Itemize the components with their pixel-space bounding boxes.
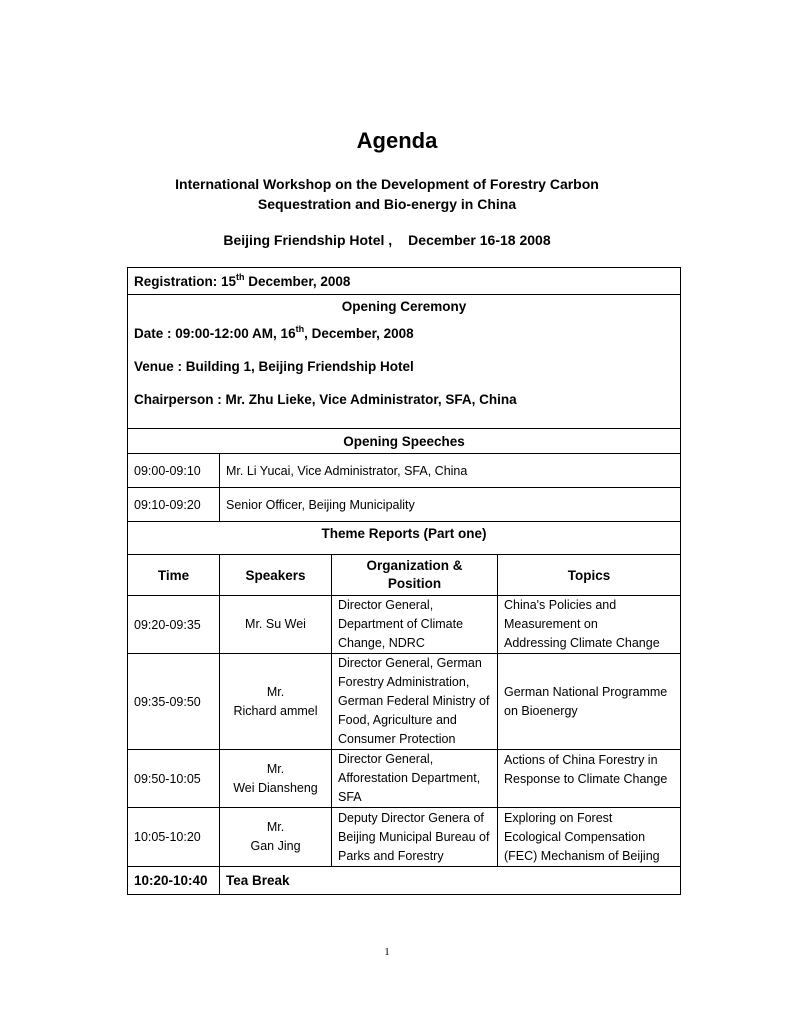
- topic-line: Measurement on: [504, 617, 598, 631]
- venue-date-line: [0, 232, 774, 248]
- report-time: 09:35-09:50: [128, 654, 220, 750]
- opening-ceremony-heading: Opening Ceremony: [341, 299, 467, 314]
- organization-line: Change, NDRC: [338, 636, 425, 650]
- organization-line: German Federal Ministry of: [338, 694, 490, 708]
- organization-line: Department of Climate: [338, 617, 464, 631]
- organization-line: Beijing Municipal Bureau of: [338, 830, 490, 844]
- speech-time: 09:00-09:10: [128, 454, 220, 488]
- topic-line: German National Programme: [504, 684, 668, 699]
- speaker-line: Gan Jing: [250, 839, 301, 853]
- organization-line: Parks and Forestry: [338, 849, 444, 863]
- organization-line: Deputy Director Genera of: [338, 811, 484, 825]
- report-topic: [498, 596, 681, 654]
- speaker-line: Mr.: [266, 761, 285, 776]
- report-speaker: [220, 750, 332, 808]
- column-header-organization-line1: Organization &: [366, 558, 463, 573]
- registration-label: Registration: 15: [134, 273, 237, 289]
- registration-cell: [128, 268, 681, 295]
- report-speaker: [220, 654, 332, 750]
- theme-reports-heading-row: [128, 522, 681, 555]
- report-topic: [498, 654, 681, 750]
- tea-break-label: Tea Break: [220, 867, 681, 895]
- speech-time: 09:10-09:20: [128, 488, 220, 522]
- registration-rest: December, 2008: [244, 273, 351, 289]
- topic-line: Addressing Climate Change: [504, 636, 660, 650]
- organization-line: Director General, German: [338, 656, 482, 670]
- theme-report-row: [128, 808, 681, 867]
- speaker-line: Wei Diansheng: [233, 780, 318, 795]
- report-topic: [498, 808, 681, 867]
- speech-text: Mr. Li Yucai, Vice Administrator, SFA, China: [220, 454, 681, 488]
- report-time: 09:20-09:35: [128, 596, 220, 654]
- tea-break-time: 10:20-10:40: [128, 867, 220, 895]
- opening-venue: Venue : Building 1, Beijing Friendship Hotel: [134, 359, 414, 374]
- topic-line: Response to Climate Change: [504, 772, 668, 786]
- page-number: 1: [384, 946, 390, 958]
- theme-report-row: [128, 654, 681, 750]
- venue-dates: December 16-18 2008: [408, 232, 551, 248]
- registration-row: [128, 268, 681, 295]
- topic-line: Ecological Compensation: [504, 829, 646, 844]
- report-topic: [498, 750, 681, 808]
- column-header-organization: [332, 555, 498, 596]
- opening-ceremony-cell: [128, 295, 681, 429]
- speaker-line: Richard ammel: [233, 703, 318, 718]
- speech-text: Senior Officer, Beijing Municipality: [220, 488, 681, 522]
- opening-date-sup: th: [295, 324, 305, 334]
- subtitle-line-1: International Workshop on the Development of Forestry Carbon: [175, 176, 599, 192]
- theme-reports-heading: Theme Reports (Part one): [128, 522, 681, 555]
- organization-line: Director General,: [338, 752, 434, 766]
- report-organization: [332, 596, 498, 654]
- topic-line: (FEC) Mechanism of Beijing: [504, 848, 660, 863]
- report-organization: [332, 808, 498, 867]
- topic-line: China's Policies and: [504, 598, 617, 612]
- organization-line: Forestry Administration,: [338, 675, 470, 689]
- page-title: Agenda: [356, 128, 438, 153]
- topic-line: Actions of China Forestry in: [504, 753, 658, 767]
- organization-line: Food, Agriculture and: [338, 713, 457, 727]
- organization-line: Afforestation Department,: [338, 771, 481, 785]
- report-speaker: [220, 596, 332, 654]
- opening-date-rest: , December, 2008: [304, 326, 414, 341]
- report-speaker: [220, 808, 332, 867]
- topic-line: Exploring on Forest: [504, 810, 613, 825]
- organization-line: Director General,: [338, 598, 434, 612]
- opening-date: [134, 326, 674, 341]
- speaker-line: Mr.: [266, 684, 285, 699]
- organization-line: SFA: [338, 790, 362, 804]
- report-organization: [332, 654, 498, 750]
- report-time: 09:50-10:05: [128, 750, 220, 808]
- agenda-table: [127, 267, 681, 895]
- column-header-topics: Topics: [498, 555, 681, 596]
- opening-ceremony-row: [128, 295, 681, 429]
- topic-line: on Bioenergy: [504, 703, 578, 718]
- workshop-subtitle: [0, 174, 774, 214]
- speech-row: [128, 454, 681, 488]
- speaker-line: Mr. Su Wei: [245, 617, 306, 631]
- theme-report-row: [128, 596, 681, 654]
- column-header-speakers: Speakers: [220, 555, 332, 596]
- venue-location: Beijing Friendship Hotel ,: [223, 232, 393, 248]
- tea-break-row: [128, 867, 681, 895]
- opening-date-label: Date : 09:00-12:00 AM, 16: [134, 326, 296, 341]
- speaker-line: Mr.: [266, 820, 285, 834]
- speech-row: [128, 488, 681, 522]
- opening-speeches-heading-row: [128, 429, 681, 454]
- registration-sup: th: [236, 271, 245, 282]
- opening-speeches-heading: Opening Speeches: [128, 429, 681, 454]
- opening-chairperson: Chairperson : Mr. Zhu Lieke, Vice Administrator, SFA, China: [134, 392, 517, 407]
- theme-report-row: [128, 750, 681, 808]
- organization-line: Consumer Protection: [338, 732, 456, 746]
- column-header-time: Time: [128, 555, 220, 596]
- column-header-organization-line2: Position: [387, 576, 442, 591]
- report-organization: [332, 750, 498, 808]
- theme-column-header-row: [128, 555, 681, 596]
- report-time: 10:05-10:20: [128, 808, 220, 867]
- subtitle-line-2: Sequestration and Bio-energy in China: [257, 196, 517, 212]
